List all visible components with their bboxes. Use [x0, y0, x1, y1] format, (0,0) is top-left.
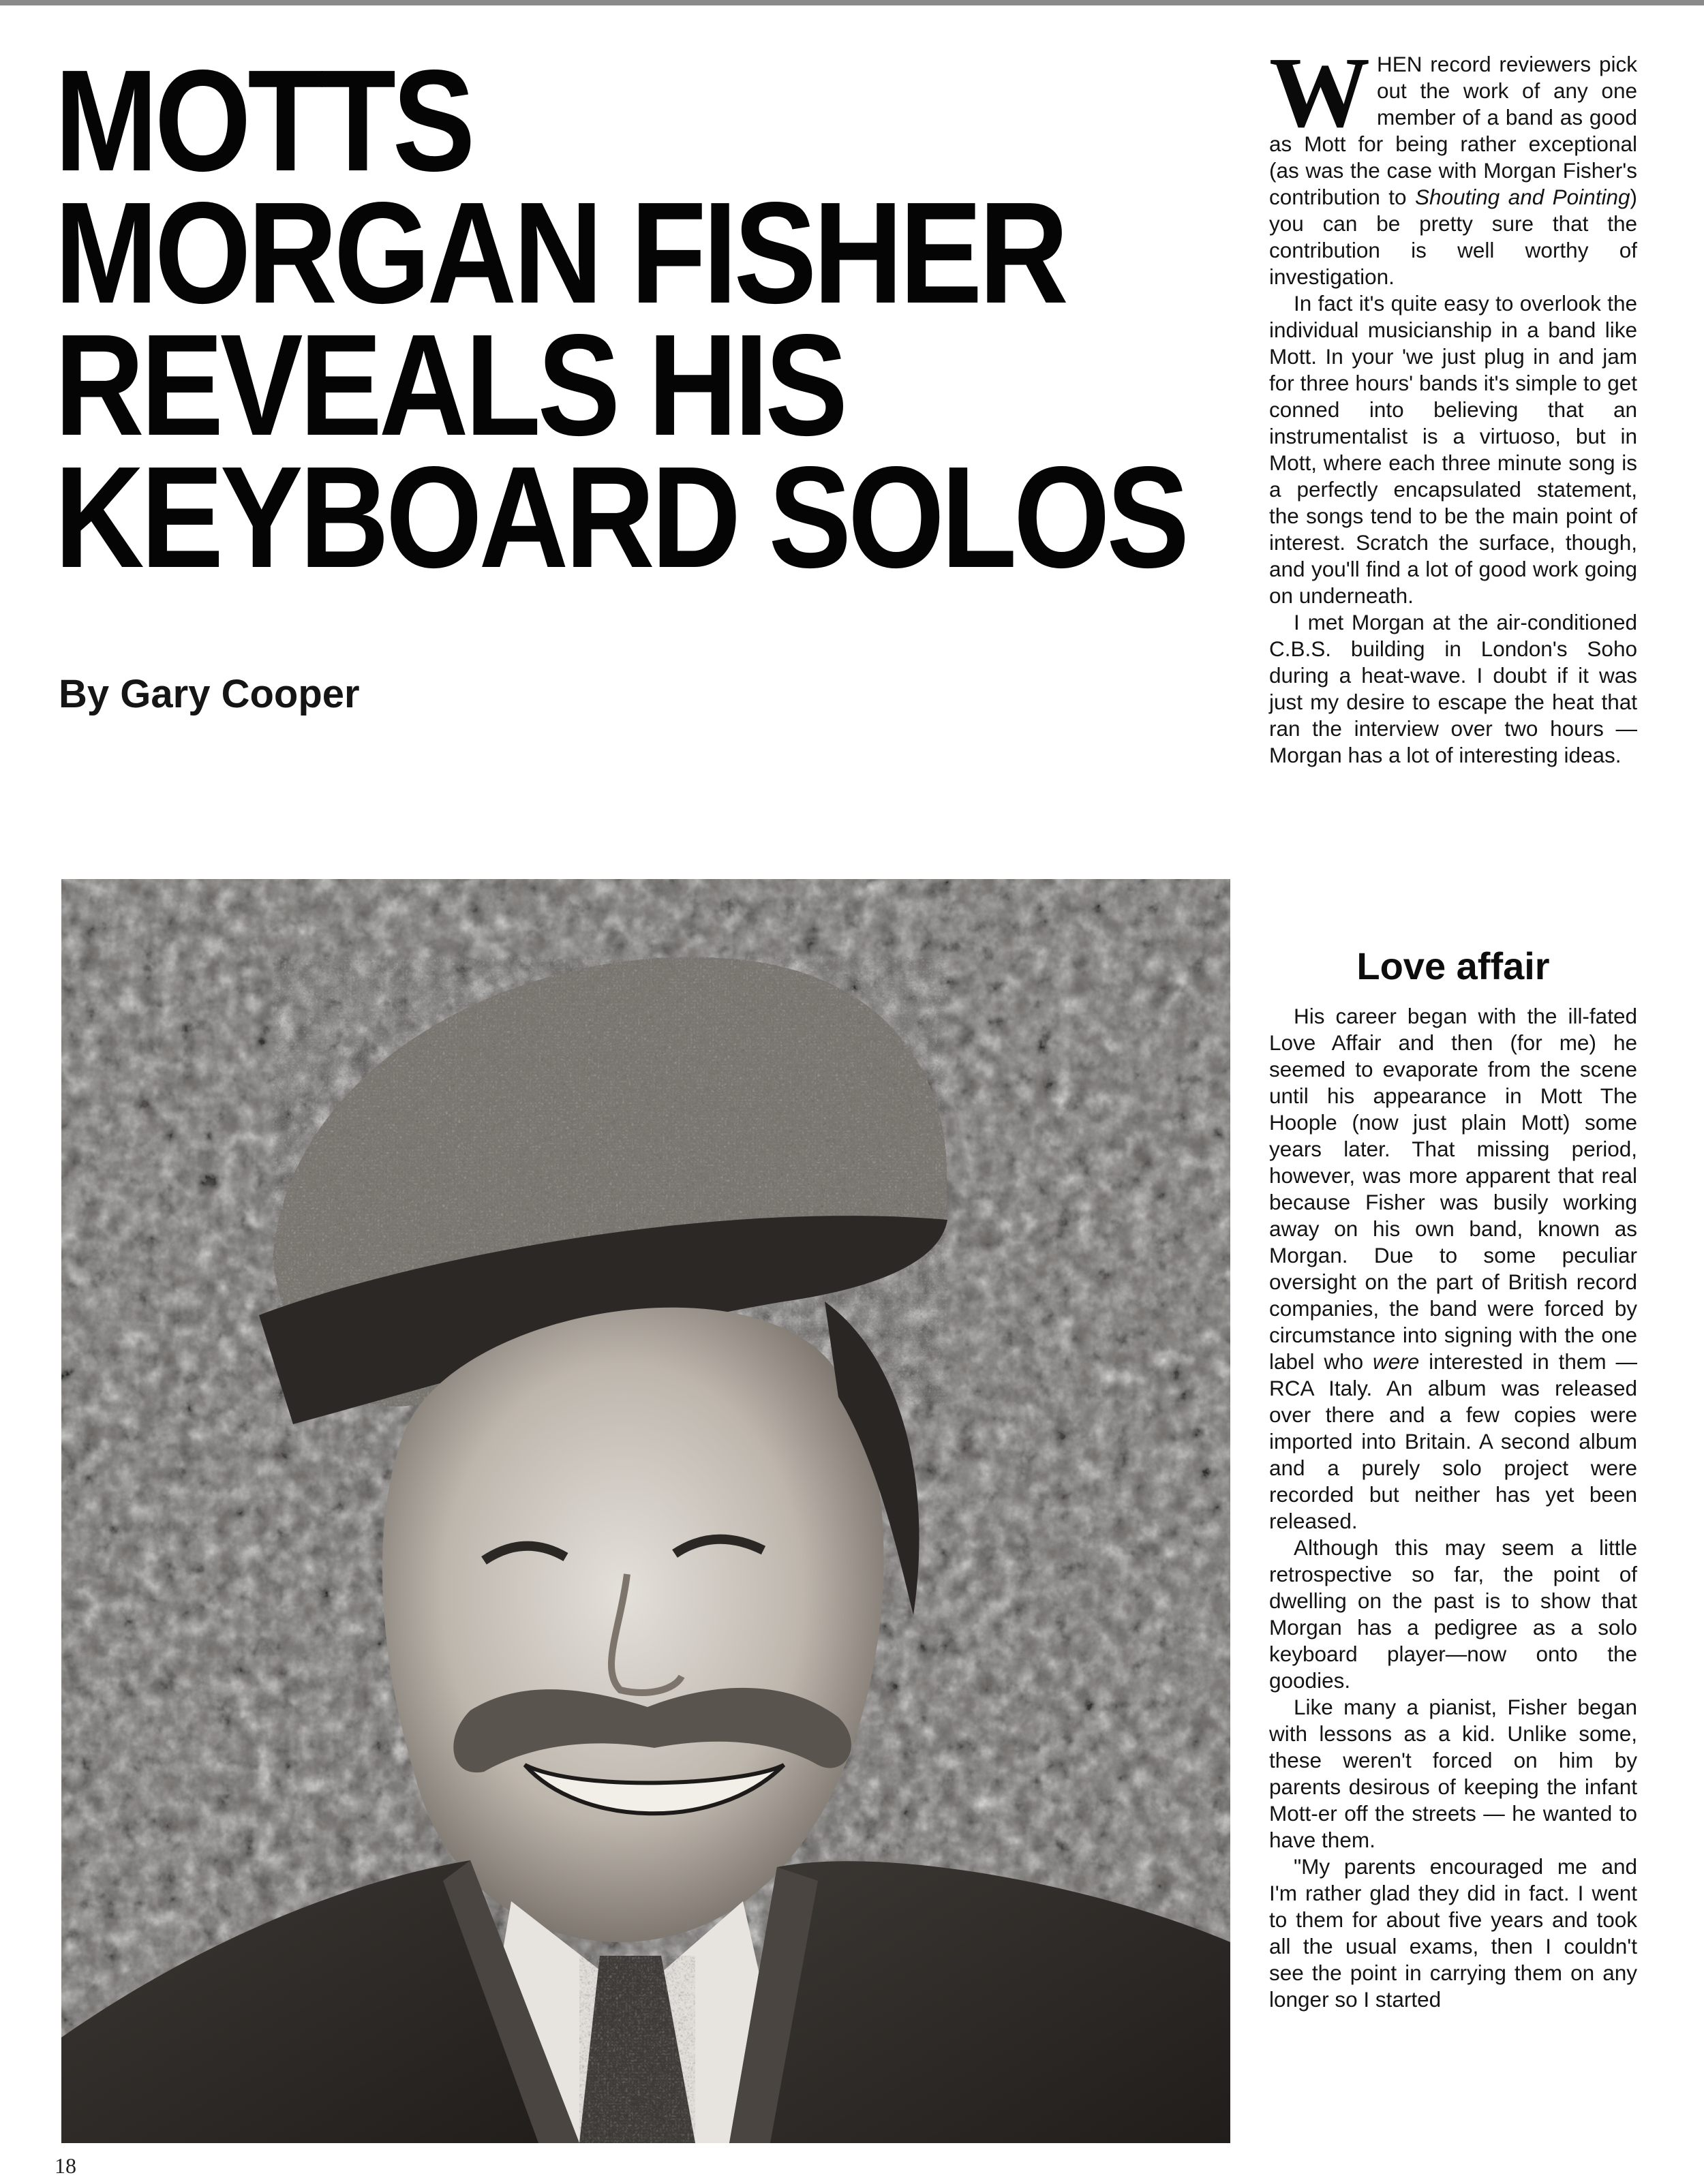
page-top-rule: [0, 0, 1704, 5]
intro-paragraph-1: [1269, 37, 1637, 290]
body-p1-text-b: interested in them — RCA Italy. An album was released over there and a few copies were imported into Britain. A second album and a purely solo project were recorded but neither has yet been released.: [1269, 1349, 1638, 1533]
portrait-photo: [61, 879, 1230, 2143]
body-paragraph-4: "My parents encouraged me and I'm rather glad they did in fact. I went to them for about five years and took all the usual exams, then I couldn't see the point in carrying them on any longer so I started: [1269, 1854, 1637, 2012]
headline-line-4: KEYBOARD SOLOS: [55, 436, 1186, 598]
byline: By Gary Cooper: [59, 672, 360, 716]
headline-line-3: REVEALS HIS: [55, 304, 845, 465]
body-paragraph-2: Although this may seem a little retrospective so far, the point of dwelling on the past is to show that Morgan has a pedigree as a solo keyboard player—now onto the goodies.: [1269, 1535, 1637, 1693]
intro-p1-italic: Shouting and Pointing: [1414, 185, 1630, 209]
page-number: 18: [55, 2153, 76, 2178]
headline-line-2: MORGAN FISHER: [55, 172, 1065, 333]
subhead-love-affair: Love affair: [1356, 944, 1550, 987]
body-p1-text-a: His career began with the ill-fated Love Affair and then (for me) he seemed to evaporate from the scene until his appearance in Mott The Hoople (now just plain Mott) some years later. That missing period, however, was more apparent that real because Fisher was busily working away on his own band, known as Morgan. Due to some peculiar oversight on the part of British record companies, the band were forced by circumstance into signing with the one label who: [1269, 1004, 1637, 1374]
intro-column: [1269, 37, 1637, 769]
body-paragraph-1: [1269, 1003, 1637, 1535]
body-p1-italic: were: [1373, 1349, 1420, 1374]
intro-p1-text-b: ) you can be pretty sure that the contribution is well worthy of investigation.: [1269, 185, 1637, 289]
body-paragraph-3: Like many a pianist, Fisher began with lessons as a kid. Unlike some, these weren't forced on him by parents desirous of keeping the infant Mott-er off the streets — he wanted to have them.: [1269, 1695, 1637, 1852]
intro-paragraph-2: In fact it's quite easy to overlook the individual musicianship in a band like Mott. In your 'we just plug in and jam for three hours' bands it's simple to get conned into believing that an instrumentalist is a virtuoso, but in Mott, where each three minute song is a perfectly encapsulated statement, the songs tend to be the main point of interest. Scratch the surface, though, and you'll find a lot of good work going on underneath.: [1269, 291, 1637, 608]
headline: [55, 40, 1186, 598]
drop-cap: W: [1269, 37, 1370, 149]
intro-paragraph-3: I met Morgan at the air-conditioned C.B.S. building in London's Soho during a heat-wave. I doubt if it was just my desire to escape the heat that ran the interview over two hours — Morgan has a lot of interesting ideas.: [1269, 610, 1637, 767]
intro-p1-text-a: HEN record reviewers pick out the work of any one member of a band as good as Mott for being rather exceptional (as was the case with Morgan Fisher's contribution to: [1269, 52, 1637, 209]
body-column: [1269, 1003, 1637, 2013]
headline-line-1: MOTTS: [55, 40, 472, 201]
